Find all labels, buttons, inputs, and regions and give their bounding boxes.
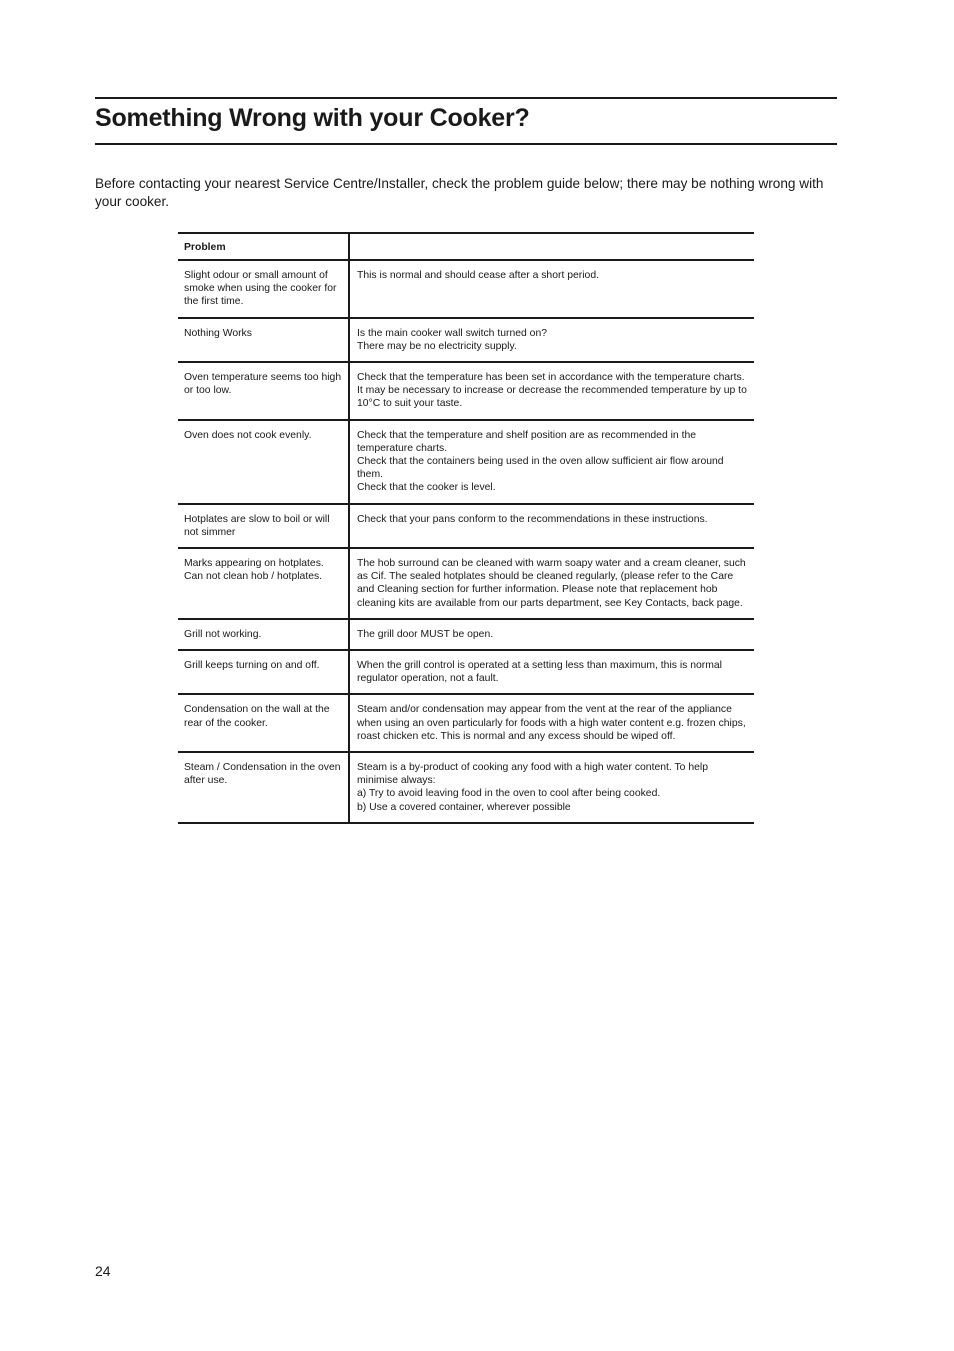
- problem-cell: Grill keeps turning on and off.: [178, 650, 349, 694]
- solution-cell: [349, 752, 754, 823]
- solution-line: Is the main cooker wall switch turned on?: [357, 327, 548, 339]
- solution-cell: [349, 260, 754, 318]
- solution-cell: [349, 504, 754, 548]
- table-row: [178, 548, 754, 619]
- problem-guide-table: [178, 232, 754, 824]
- table-row: [178, 420, 754, 504]
- solution-line: The hob surround can be cleaned with warm soapy water and a cream cleaner, such as Cif. The sealed hotplates should be cleaned regularly, (please refer to the Care and Cleaning section for further information. Please note that replacement hob cleaning kits are available from our parts department, see Key Contacts, back page.: [357, 558, 746, 609]
- problem-cell: Oven does not cook evenly.: [178, 420, 349, 504]
- table-header-row: [178, 233, 754, 260]
- problem-column-header: Problem: [178, 233, 349, 260]
- solution-line: Check that the containers being used in the oven allow sufficient air flow around them.: [357, 456, 724, 481]
- table-row: [178, 619, 754, 650]
- solution-cell: [349, 650, 754, 694]
- problem-cell: Condensation on the wall at the rear of the cooker.: [178, 694, 349, 752]
- problem-cell: Steam / Condensation in the oven after use.: [178, 752, 349, 823]
- solution-line: This is normal and should cease after a short period.: [357, 270, 599, 281]
- table-row: [178, 260, 754, 318]
- solution-line: When the grill control is operated at a setting less than maximum, this is normal regulator operation, not a fault.: [357, 660, 722, 685]
- solution-cell: [349, 619, 754, 650]
- solution-line: Check that your pans conform to the recommendations in these instructions.: [357, 513, 708, 525]
- table-row: [178, 650, 754, 694]
- solution-line: Check that the temperature has been set in accordance with the temperature charts. It may be necessary to increase or decrease the recommended temperature by up to 10°C to suit your taste.: [357, 372, 747, 410]
- solution-cell: [349, 318, 754, 362]
- problem-cell: Slight odour or small amount of smoke when using the cooker for the first time.: [178, 260, 349, 318]
- solution-line: There may be no electricity supply.: [357, 340, 517, 352]
- solution-line: Check that the cooker is level.: [357, 482, 496, 494]
- solution-line: Steam and/or condensation may appear from the vent at the rear of the appliance when using an oven particularly for foods with a high water content e.g. frozen chips, roast chicken etc. This is normal and any excess should be wiped off.: [357, 704, 746, 742]
- title-block: [95, 97, 837, 145]
- table-row: [178, 318, 754, 362]
- table-row: [178, 752, 754, 823]
- page-number: 24: [95, 1263, 111, 1279]
- problem-cell: Grill not working.: [178, 619, 349, 650]
- solution-cell: [349, 362, 754, 420]
- solution-line: a) Try to avoid leaving food in the oven to cool after being cooked.: [357, 788, 661, 800]
- problem-cell: Oven temperature seems too high or too low.: [178, 362, 349, 420]
- table-row: [178, 694, 754, 752]
- problem-cell: Marks appearing on hotplates. Can not clean hob / hotplates.: [178, 548, 349, 619]
- table-row: [178, 504, 754, 548]
- table-row: [178, 362, 754, 420]
- intro-paragraph: Before contacting your nearest Service Centre/Installer, check the problem guide below; there may be nothing wrong with your cooker.: [95, 176, 824, 209]
- solution-cell: [349, 420, 754, 504]
- solution-line: Check that the temperature and shelf position are as recommended in the temperature charts.: [357, 429, 697, 454]
- solution-line: The grill door MUST be open.: [357, 628, 494, 640]
- solution-cell: [349, 548, 754, 619]
- solution-column-header: [349, 233, 754, 260]
- solution-line: Steam is a by-product of cooking any food with a high water content. To help minimise always:: [357, 762, 708, 787]
- table-body: [178, 260, 754, 823]
- page-title: Something Wrong with your Cooker?: [95, 104, 530, 132]
- problem-cell: Hotplates are slow to boil or will not simmer: [178, 504, 349, 548]
- problem-cell: Nothing Works: [178, 318, 349, 362]
- solution-cell: [349, 694, 754, 752]
- solution-line: b) Use a covered container, wherever possible: [357, 801, 571, 813]
